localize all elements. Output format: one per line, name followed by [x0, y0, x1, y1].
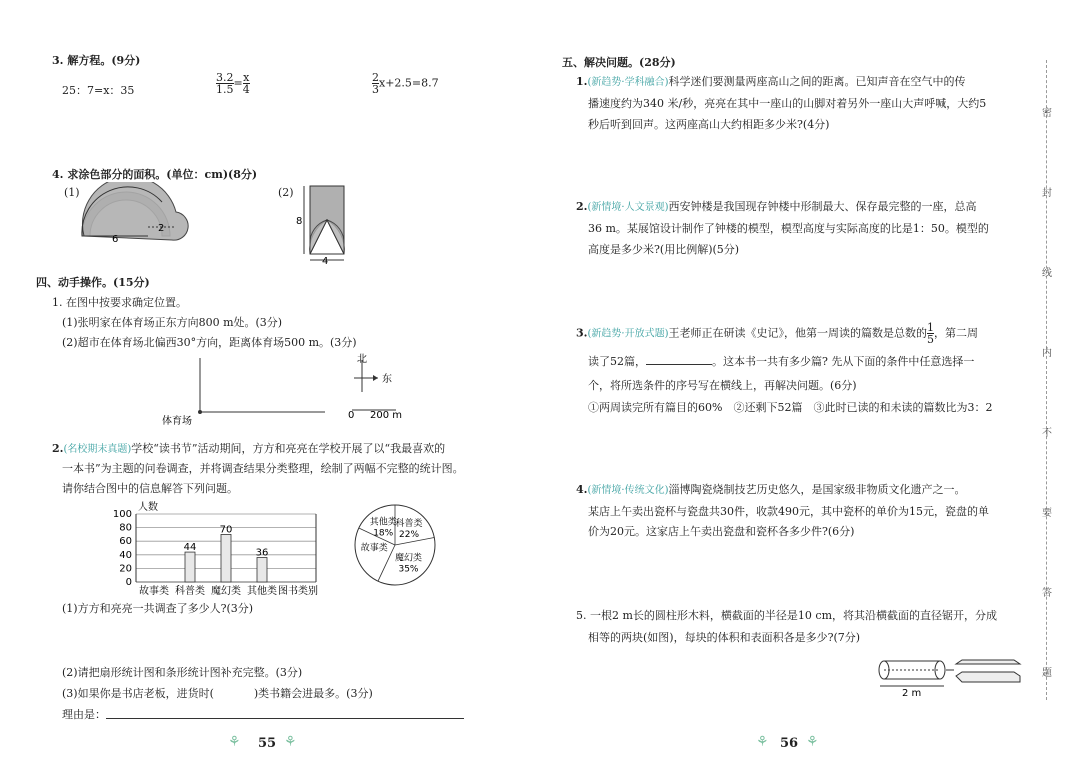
bar-ytick: 100 [112, 509, 132, 520]
bar [221, 534, 231, 582]
s5-q2-line2: 36 m。某展馆设计制作了钟楼的模型，模型高度与实际高度的比是1：50。模型的 [588, 222, 989, 235]
fig1-label: (1) [64, 186, 80, 199]
s4-q2-line3: 请你结合图中的信息解答下列问题。 [62, 482, 238, 495]
section-5-title: 五、解决问题。(28分) [562, 56, 676, 69]
bar [257, 558, 267, 582]
bar-ytick: 40 [119, 549, 132, 561]
s5-q1-line2: 播速度约为340 米/秒，亮亮在其中一座山的山脚对着另外一座山大声呼喊，大约5 [588, 97, 987, 110]
bar-category-label: 故事类 [139, 586, 169, 597]
fig1-dim-2: 2 [158, 223, 165, 234]
equation-3: $\frac{2}{3}$ x+2.5=8.7 [372, 71, 439, 96]
bar-xlabel: 图书类别 [278, 586, 318, 597]
bar-value-label: 44 [183, 542, 197, 554]
s5-q4-line2: 某店上午卖出瓷杯与瓷盘共30件，收款490元，其中瓷杯的单价为15元，瓷盘的单 [588, 505, 989, 518]
s5-q3-line1: 3.(新趋势·开放式题)王老师正在研读《史记》，他第一周读的篇数是总数的 $\frac{1}{5}$ ，第二周 [576, 321, 978, 346]
side-char-4: 内 [1042, 348, 1052, 359]
s5-q1-line3: 秒后听到回声。这两座高山大约相距多少米?(4分) [588, 118, 830, 131]
s5-q1-line1: 1.(新趋势·学科融合)科学迷们要测量两座高山之间的距离。已知声音在空气中的传 [576, 75, 966, 88]
equation-1: 25：7=x：35 [62, 84, 135, 97]
s5-q3-conditions: ①两周读完所有篇目的60% ②还剩下52篇 ③此时已读的和未读的篇数比为3：2 [588, 401, 993, 414]
s4-q2-part1: (1)方方和亮亮一共调查了多少人?(3分) [62, 602, 254, 615]
s4-q1-title: 1. 在图中按要求确定位置。 [52, 296, 187, 309]
bar-chart [108, 498, 348, 598]
bar-category-label: 科普类 [175, 586, 205, 597]
fig2-label: (2) [278, 186, 294, 199]
map-north-label: 北 [357, 354, 367, 365]
equation-2: $\frac{3.2}{1.5}$ = $\frac{x}{4}$ [216, 71, 250, 96]
side-char-3: 线 [1042, 268, 1052, 279]
s4-q2-line1: 2.(名校期末真题)学校“读书节”活动期间，方方和亮亮在学校开展了以“我最喜欢的 [52, 442, 446, 455]
s5-q2-line3: 高度是多少米?(用比例解)(5分) [588, 243, 740, 256]
cylinder-length-label: 2 m [902, 688, 922, 698]
figure-1-crescent [76, 182, 194, 246]
pie-slice-label: 科普类 [395, 519, 423, 530]
s5-q5-line2: 相等的两块(如图)，每块的体积和表面积各是多少?(7分) [588, 631, 861, 644]
reason-answer-line[interactable] [106, 718, 464, 719]
s5-q3-line2: 读了52篇， 。这本书一共有多少篇? 先从下面的条件中任意选择一 [588, 355, 975, 368]
position-map [160, 352, 410, 428]
section-4-title: 四、动手操作。(15分) [36, 276, 150, 289]
s5-q2-line1: 2.(新情境·人文景观)西安钟楼是我国现存钟楼中形制最大、保存最完整的一座，总高 [576, 200, 977, 213]
pie-slice-label: 故事类 [360, 543, 388, 554]
s4-q2-part2: (2)请把扇形统计图和条形统计图补充完整。(3分) [62, 666, 303, 679]
pie-chart [350, 500, 440, 590]
bar-ytick: 0 [125, 577, 132, 588]
s4-q1-part1: (1)张明家在体育场正东方向800 m处。(3分) [62, 316, 283, 329]
s4-q2-reason: 理由是： [62, 708, 106, 721]
s4-q2-part3: (3)如果你是书店老板，进货时( )类书籍会进最多。(3分) [62, 687, 373, 700]
s5-q4-line1: 4.(新情境·传统文化)淄博陶瓷烧制技艺历史悠久，是国家级非物质文化遗产之一。 [576, 483, 966, 496]
map-east-label: 东 [382, 374, 392, 385]
pie-slice-label: 魔幻类 [394, 553, 422, 564]
s4-q1-part2: (2)超市在体育场北偏西30°方向，距离体育场500 m。(3分) [62, 336, 357, 349]
q4-title: 4. 求涂色部分的面积。(单位：cm)(8分) [52, 168, 258, 181]
condition-answer-blank[interactable] [646, 353, 712, 365]
s4-q2-line2: 一本书”为主题的问卷调查，并将调查结果分类整理，绘制了两幅不完整的统计图。 [62, 462, 464, 475]
s4-q2-tag: (名校期末真题) [63, 444, 132, 455]
bar-ylabel: 人数 [138, 502, 158, 513]
leaf-decoration-icon: ⚘ [756, 734, 769, 750]
pie-slice-label: 其他类 [369, 517, 397, 528]
bar-ytick: 20 [119, 563, 132, 575]
scale-zero: 0 [348, 410, 355, 421]
leaf-decoration-icon: ⚘ [284, 734, 297, 750]
bar-category-label: 魔幻类 [211, 586, 241, 597]
page-number-left: 55 [258, 736, 277, 751]
leaf-decoration-icon: ⚘ [228, 734, 241, 750]
fig2-dim-4: 4 [322, 256, 329, 266]
map-origin-label: 体育场 [162, 416, 192, 427]
bar-ytick: 80 [119, 522, 132, 534]
pie-slice-value: 22% [399, 530, 420, 541]
side-char-8: 题 [1042, 668, 1052, 679]
bar-category-label: 其他类 [247, 586, 277, 597]
bar-ytick: 60 [119, 536, 132, 548]
s5-q5-line1: 5. 一根2 m长的圆柱形木料，横截面的半径是10 cm，将其沿横截面的直径锯开，分成 [576, 609, 998, 622]
s5-q3-line3: 个，将所选条件的序号写在横线上，再解决问题。(6分) [588, 379, 857, 392]
scale-value: 200 m [370, 410, 403, 421]
side-char-7: 答 [1042, 588, 1052, 599]
fig1-dim-6: 6 [112, 234, 119, 245]
bar [185, 552, 195, 582]
bar-value-label: 36 [255, 547, 269, 559]
binding-line [1046, 60, 1047, 700]
s5-q4-line3: 价为20元。这家店上午卖出瓷盘和瓷杯各多少件?(6分) [588, 525, 855, 538]
fig2-dim-8: 8 [296, 216, 303, 227]
side-char-1: 密 [1042, 108, 1052, 119]
leaf-decoration-icon: ⚘ [806, 734, 819, 750]
figure-2-rectangle-arcs [296, 182, 366, 266]
pie-slice-value: 18% [373, 528, 394, 539]
q3-title: 3. 解方程。(9分) [52, 54, 141, 67]
pie-slice-value: 35% [398, 564, 419, 575]
cylinder-figure [876, 656, 1026, 698]
side-char-5: 不 [1042, 428, 1052, 439]
bar-value-label: 70 [219, 524, 233, 536]
page-number-right: 56 [780, 736, 799, 751]
side-char-6: 要 [1042, 508, 1052, 519]
side-char-2: 封 [1042, 188, 1052, 199]
